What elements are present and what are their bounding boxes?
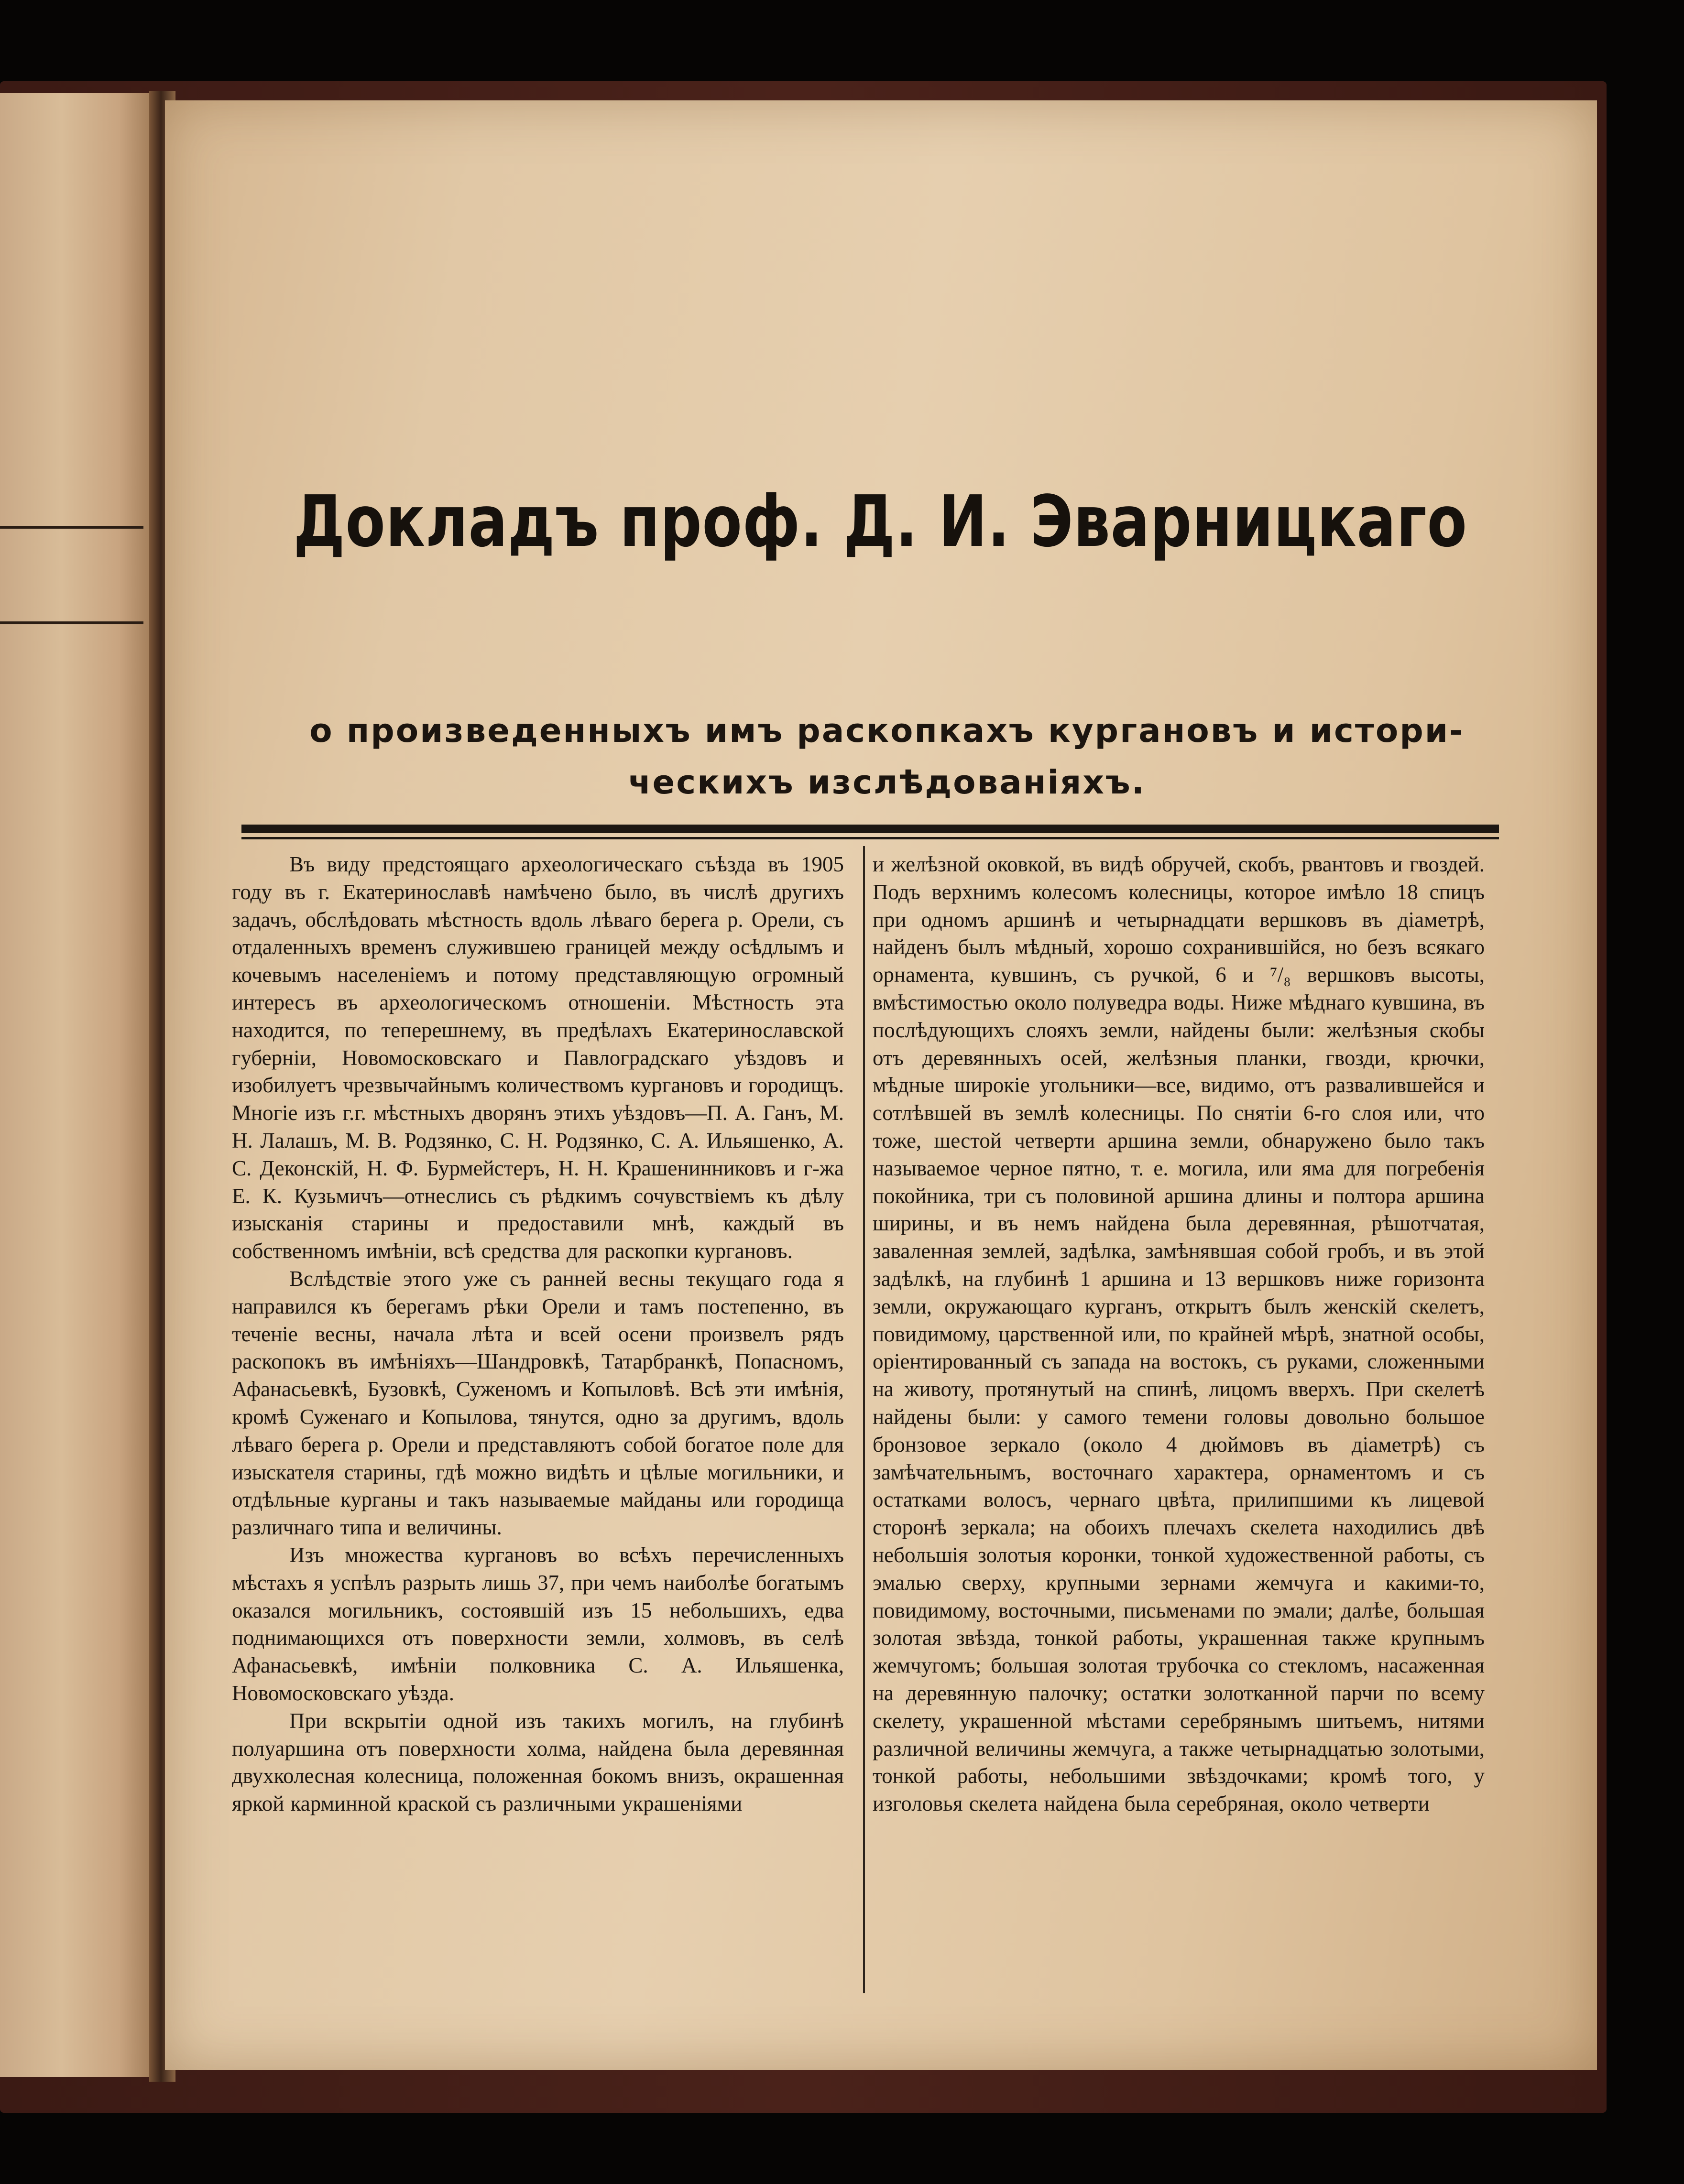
page-subtitle [222,705,1552,808]
paragraph: Вслѣдствiе этого уже съ ранней весны текущаго года я направился къ берегамъ рѣки Орели и тамъ постепенно, въ теченiе весны, начала лѣта и всей осени произвелъ рядъ раскопокъ въ имѣнiяхъ—Шандровкѣ, Татарбранкѣ, Попасномъ, Афанасьевкѣ, Бузовкѣ, Суженомъ и Копыловѣ. Всѣ эти имѣнiя, кромѣ Суженаго и Копылова, тянутся, одно за другимъ, вдоль лѣваго берега р. Орели и представляютъ собой богатое поле для изыскателя старины, гдѣ можно видѣть и цѣлые могильники, и отдѣльные курганы и такъ называемые майданы или городища различнаго типа и величины. [232,1266,844,1540]
subtitle-line-2: ческихъ изслѣдованiяхъ. [628,763,1146,802]
paragraph: При вскрытiи одной изъ такихъ могилъ, на глубинѣ полуаршина отъ поверхности холма, найдена была деревянная двухколесная колесница, положенная бокомъ внизъ, окрашенная яркой карминной краской съ различными украшенiями [232,1708,844,1816]
text-column-right [873,851,1485,1818]
paragraph: Въ виду предстоящаго археологическаго съѣзда въ 1905 году въ г. Екатеринославѣ намѣчено было, въ числѣ другихъ задачъ, обслѣдовать мѣстность вдоль лѣваго берега р. Орели, съ отдаленныхъ временъ служившею границей между осѣдлымъ и кочевымъ населенiемъ и потому представляющую огромный интересъ въ археологическомъ отношенiи. Мѣстность эта находится, по теперешнему, въ предѣлахъ Екатеринославской губернiи, Новомосковскаго и Павлоградскаго уѣздовъ и изобилуетъ чрезвычайнымъ количествомъ кургановъ и городищъ. Многiе изъ г.г. мѣстныхъ дворянъ этихъ уѣздовъ—П. А. Ганъ, М. Н. Лалашъ, М. В. Родзянко, С. Н. Родзянко, С. А. Ильяшенко, А. С. Деконскiй, Н. Ф. Бурмейстеръ, Н. Н. Крашенинниковъ и г-жа Е. К. Кузьмичъ—отнеслись съ рѣдкимъ сочувствiемъ къ дѣлу изысканiя старины и предоставили мнѣ, каждый въ собственномъ имѣнiи, всѣ средства для раскопки кургановъ. [232,852,844,1263]
subtitle-line-1: о произведенныхъ имъ раскопкахъ кургановъ и истори- [309,712,1465,750]
text-column-left [232,851,844,1818]
title-divider-thick [241,825,1499,833]
paragraph: и желѣзной оковкой, въ видѣ обручей, скобъ, рвантовъ и гвоздей. Подъ верхнимъ колесомъ колесницы, которое имѣло 18 спицъ при одномъ аршинѣ и четырнадцати вершковъ въ дiаметрѣ, найденъ былъ мѣдный, хорошо сохранившiйся, но безъ всякаго орнамента, кувшинъ, съ ручкой, 6 и ⁷/₈ вершковъ высоты, вмѣстимостью около полуведра воды. Ниже мѣднаго кувшина, въ послѣдующихъ слояхъ земли, найдены были: желѣзныя скобы отъ деревянныхъ осей, желѣзныя планки, гвозди, крючки, мѣдные широкiе угольники—все, видимо, отъ развалившейся и сотлѣвшей въ землѣ колесницы. По снятiи 6-го слоя или, что тоже, шестой четверти аршина земли, обнаружено было такъ называемое черное пятно, т. е. могила, или яма для погребенiя покойника, три съ половиной аршина длины и полтора аршина ширины, и въ немъ найдена была деревянная, рѣшотчатая, заваленная землей, задѣлка, замѣнявшая собой гробъ, и въ этой задѣлкѣ, на глубинѣ 1 аршина и 13 вершковъ ниже горизонта земли, окружающаго курганъ, открытъ былъ женскiй скелетъ, повидимому, царственной или, по крайней мѣрѣ, знатной особы, орiентированный съ запада на востокъ, съ руками, сложенными на животу, протянутый на спинѣ, лицомъ вверхъ. При скелетѣ найдены были: у самого темени головы довольно большое бронзовое зеркало (около 4 дюймовъ въ дiаметрѣ) съ замѣчательнымъ, восточнаго характера, орнаментомъ и съ остатками волосъ, чернаго цвѣта, прилипшими къ лицевой сторонѣ зеркала; на обоихъ плечахъ скелета находились двѣ небольшiя золотыя коронки, тонкой художественной работы, съ эмалью сверху, крупными зернами жемчуга и какими-то, повидимому, восточными, письменами по эмали; далѣе, большая золотая звѣзда, тонкой работы, украшенная также крупнымъ жемчугомъ; большая золотая трубочка со стекломъ, насаженная на деревянную палочку; остатки золотканной парчи по всему скелету, украшенной мѣстами серебрянымъ шитьемъ, нитями различной величины жемчуга, а также четырнадцатью золотыми, тонкой работы, небольшими звѣздочками; кромѣ того, у изголовья скелета найдена была серебряная, около четверти [873,852,1485,1816]
title-divider-thin [241,837,1499,839]
paragraph: Изъ множества кургановъ во всѣхъ перечисленныхъ мѣстахъ я успѣлъ разрыть лишь 37, при чемъ наиболѣе богатымъ оказался могильникъ, состоявшiй изъ 15 небольшихъ, едва поднимающихся отъ поверхности земли, холмовъ, въ селѣ Афанасьевкѣ, имѣнiи полковника С. А. Ильяшенка, Новомосковскаго уѣзда. [232,1543,844,1705]
page-title: Докладъ проф. Д. И. Эварницкаго [293,480,1467,563]
column-divider [863,846,865,1993]
document-page [165,100,1597,2070]
left-page-edge [0,93,153,2077]
